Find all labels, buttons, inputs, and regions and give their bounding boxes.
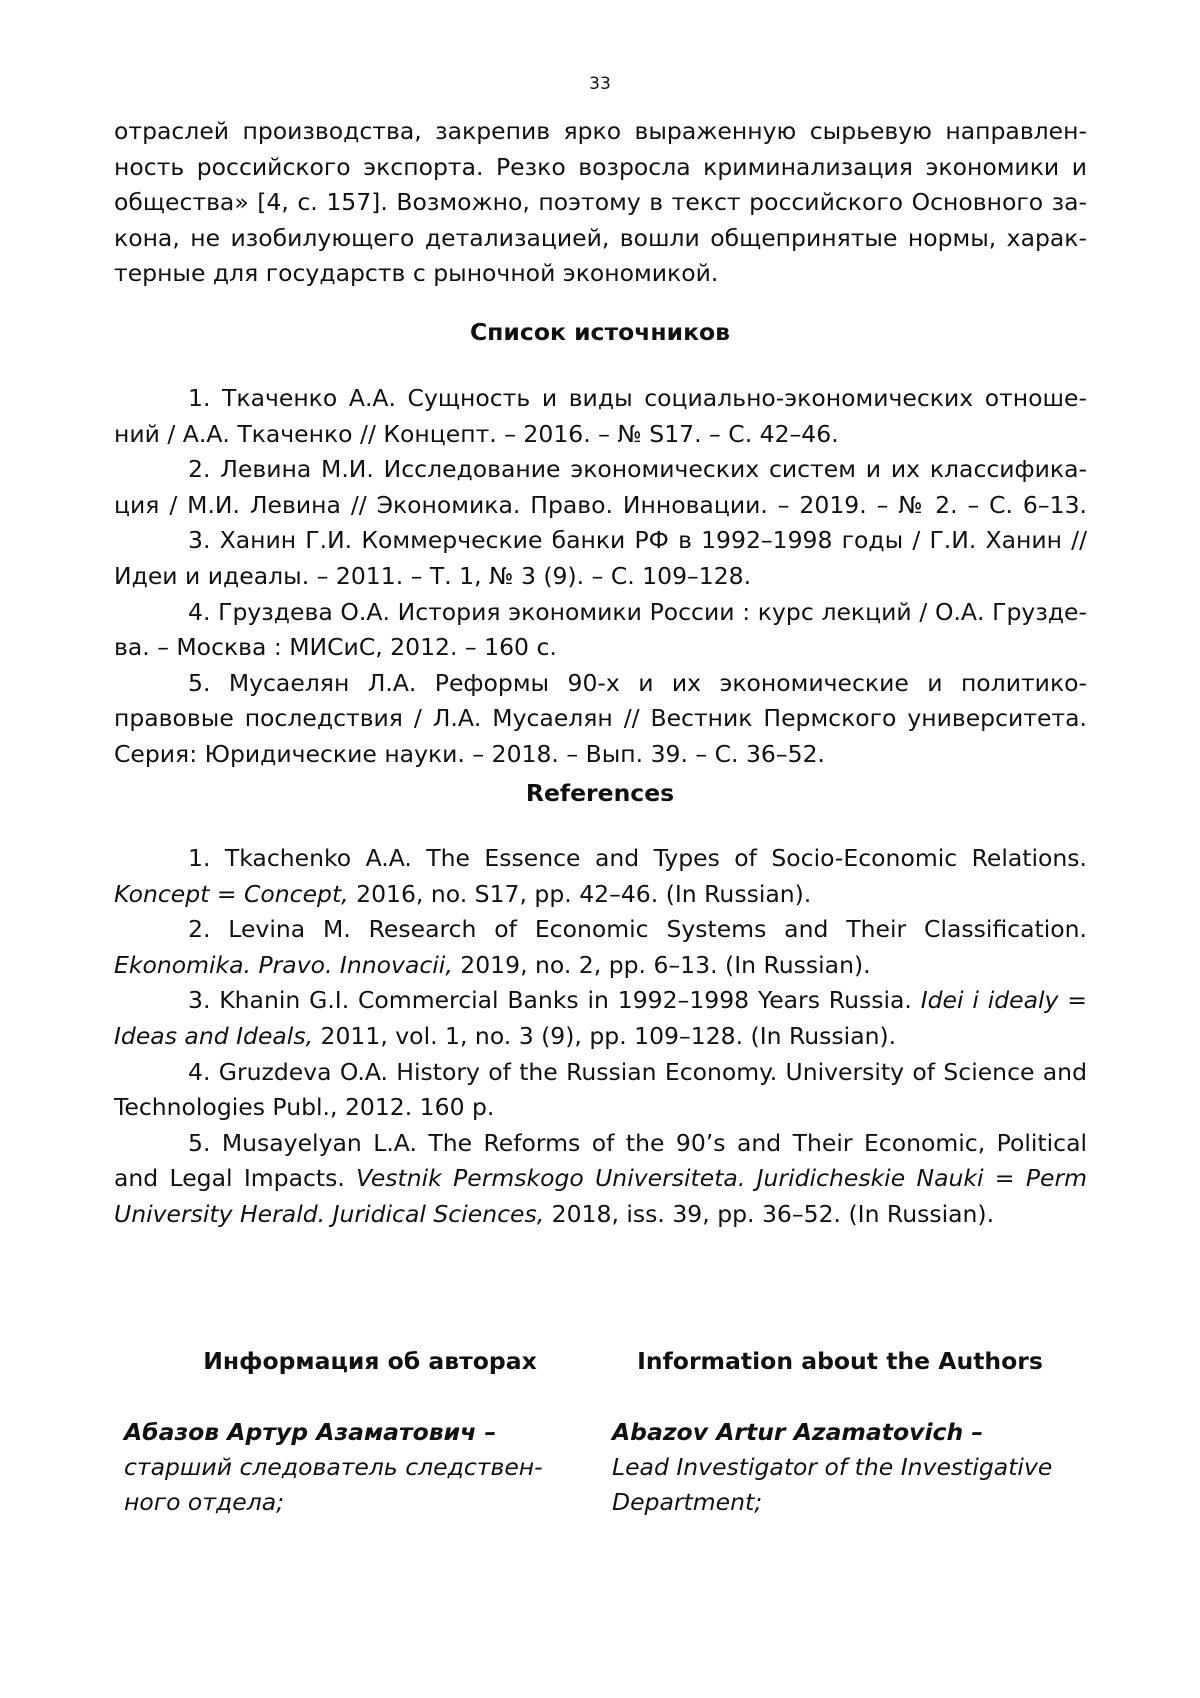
reference-item-5-cont: University Herald. Juridical Sciences, 2018, iss. 39, pp. 36–52. (In Russian). bbox=[114, 1199, 995, 1228]
text-line: общества» [4, с. 157]. Возможно, поэтому в текст российского Основного за- bbox=[114, 188, 1087, 217]
author-position-en-cont: Department; bbox=[612, 1488, 763, 1516]
reference-item-4: 4. Gruzdeva O.A. History of the Russian Economy. University of Science and bbox=[188, 1057, 1087, 1086]
author-info-en bbox=[612, 1415, 1092, 1520]
text-line: ность российского экспорта. Резко возросла криминализация экономики и bbox=[114, 152, 1087, 181]
source-item-4: 4. Груздева О.А. История экономики России : курс лекций / О.А. Грузде- bbox=[188, 597, 1087, 626]
source-item-5-cont: правовые последствия / Л.А. Мусаелян // Вестник Пермского университета. bbox=[114, 704, 1087, 733]
source-item-3-cont: Идеи и идеалы. – 2011. – Т. 1, № 3 (9). – С. 109–128. bbox=[114, 561, 752, 590]
reference-item-2: 2. Levina M. Research of Economic Systems and Their Classification. bbox=[188, 915, 1087, 944]
text-line: терные для государств с рыночной экономикой. bbox=[114, 259, 719, 288]
sources-list bbox=[114, 381, 1087, 773]
page-number: 33 bbox=[589, 74, 611, 94]
journal-title: Koncept = Concept, bbox=[114, 879, 349, 908]
source-item-1-cont: ний / А.А. Ткаченко // Концепт. – 2016. – № S17. – С. 42–46. bbox=[114, 419, 839, 448]
journal-title: Vestnik Permskogo Universiteta. Juridicheskie Nauki = Perm bbox=[356, 1164, 1087, 1193]
author-info-ru bbox=[124, 1415, 584, 1520]
references-list bbox=[114, 841, 1087, 1233]
reference-item-2-cont: Ekonomika. Pravo. Innovacii, 2019, no. 2, pp. 6–13. (In Russian). bbox=[114, 950, 871, 979]
source-item-4-cont: ва. – Москва : МИСиС, 2012. – 160 с. bbox=[114, 633, 557, 662]
reference-item-1: 1. Tkachenko A.A. The Essence and Types of Socio-Economic Relations. bbox=[188, 844, 1087, 872]
sources-heading: Список источников bbox=[469, 318, 731, 346]
journal-title: Idei i idealy = bbox=[920, 986, 1087, 1015]
text-line: отраслей производства, закрепив ярко выраженную сырьевую направлен- bbox=[114, 117, 1087, 145]
journal-title: Ideas and Ideals, bbox=[114, 1021, 314, 1050]
authors-heading-ru: Информация об авторах bbox=[203, 1347, 537, 1375]
author-position-en: Lead Investigator of the Investigative bbox=[612, 1453, 1053, 1481]
source-item-5-cont: Серия: Юридические науки. – 2018. – Вып. 39. – С. 36–52. bbox=[114, 739, 826, 768]
source-item-3: 3. Ханин Г.И. Коммерческие банки РФ в 1992–1998 годы / Г.И. Ханин // bbox=[188, 526, 1087, 555]
reference-item-5: 5. Musayelyan L.A. The Reforms of the 90’s and Their Economic, Political bbox=[188, 1128, 1087, 1157]
source-item-2-cont: ция / М.И. Левина // Экономика. Право. Инновации. – 2019. – № 2. – С. 6–13. bbox=[114, 490, 1087, 519]
reference-item-5-cont: and Legal Impacts. Vestnik Permskogo Universiteta. Juridicheskie Nauki = Perm bbox=[114, 1164, 1087, 1193]
text-line: кона, не изобилующего детализацией, вошли общепринятые нормы, харак- bbox=[114, 223, 1087, 252]
author-position-ru: старший следователь следствен- bbox=[124, 1453, 543, 1481]
source-item-2: 2. Левина М.И. Исследование экономических систем и их классифика- bbox=[188, 455, 1087, 484]
source-item-1: 1. Ткаченко А.А. Сущность и виды социально-экономических отноше- bbox=[188, 384, 1087, 412]
source-item-5: 5. Мусаелян Л.А. Реформы 90-х и их экономические и политико- bbox=[188, 668, 1087, 697]
reference-item-3: 3. Khanin G.I. Commercial Banks in 1992–1998 Years Russia. Idei i idealy = bbox=[188, 986, 1087, 1015]
reference-item-3-cont: Ideas and Ideals, 2011, vol. 1, no. 3 (9), pp. 109–128. (In Russian). bbox=[114, 1021, 897, 1050]
intro-paragraph bbox=[114, 114, 1087, 292]
authors-heading-en: Information about the Authors bbox=[637, 1347, 1043, 1375]
references-heading: References bbox=[525, 779, 675, 807]
author-name-en: Abazov Artur Azamatovich – bbox=[612, 1418, 984, 1446]
author-position-ru-cont: ного отдела; bbox=[124, 1488, 285, 1516]
reference-item-1-cont: Koncept = Concept, 2016, no. S17, pp. 42–46. (In Russian). bbox=[114, 879, 812, 908]
journal-title: University Herald. Juridical Sciences, bbox=[114, 1199, 545, 1228]
author-name-ru: Абазов Артур Азаматович – bbox=[124, 1418, 497, 1446]
journal-title: Ekonomika. Pravo. Innovacii, bbox=[114, 950, 453, 979]
reference-item-4-cont: Technologies Publ., 2012. 160 p. bbox=[114, 1093, 495, 1122]
